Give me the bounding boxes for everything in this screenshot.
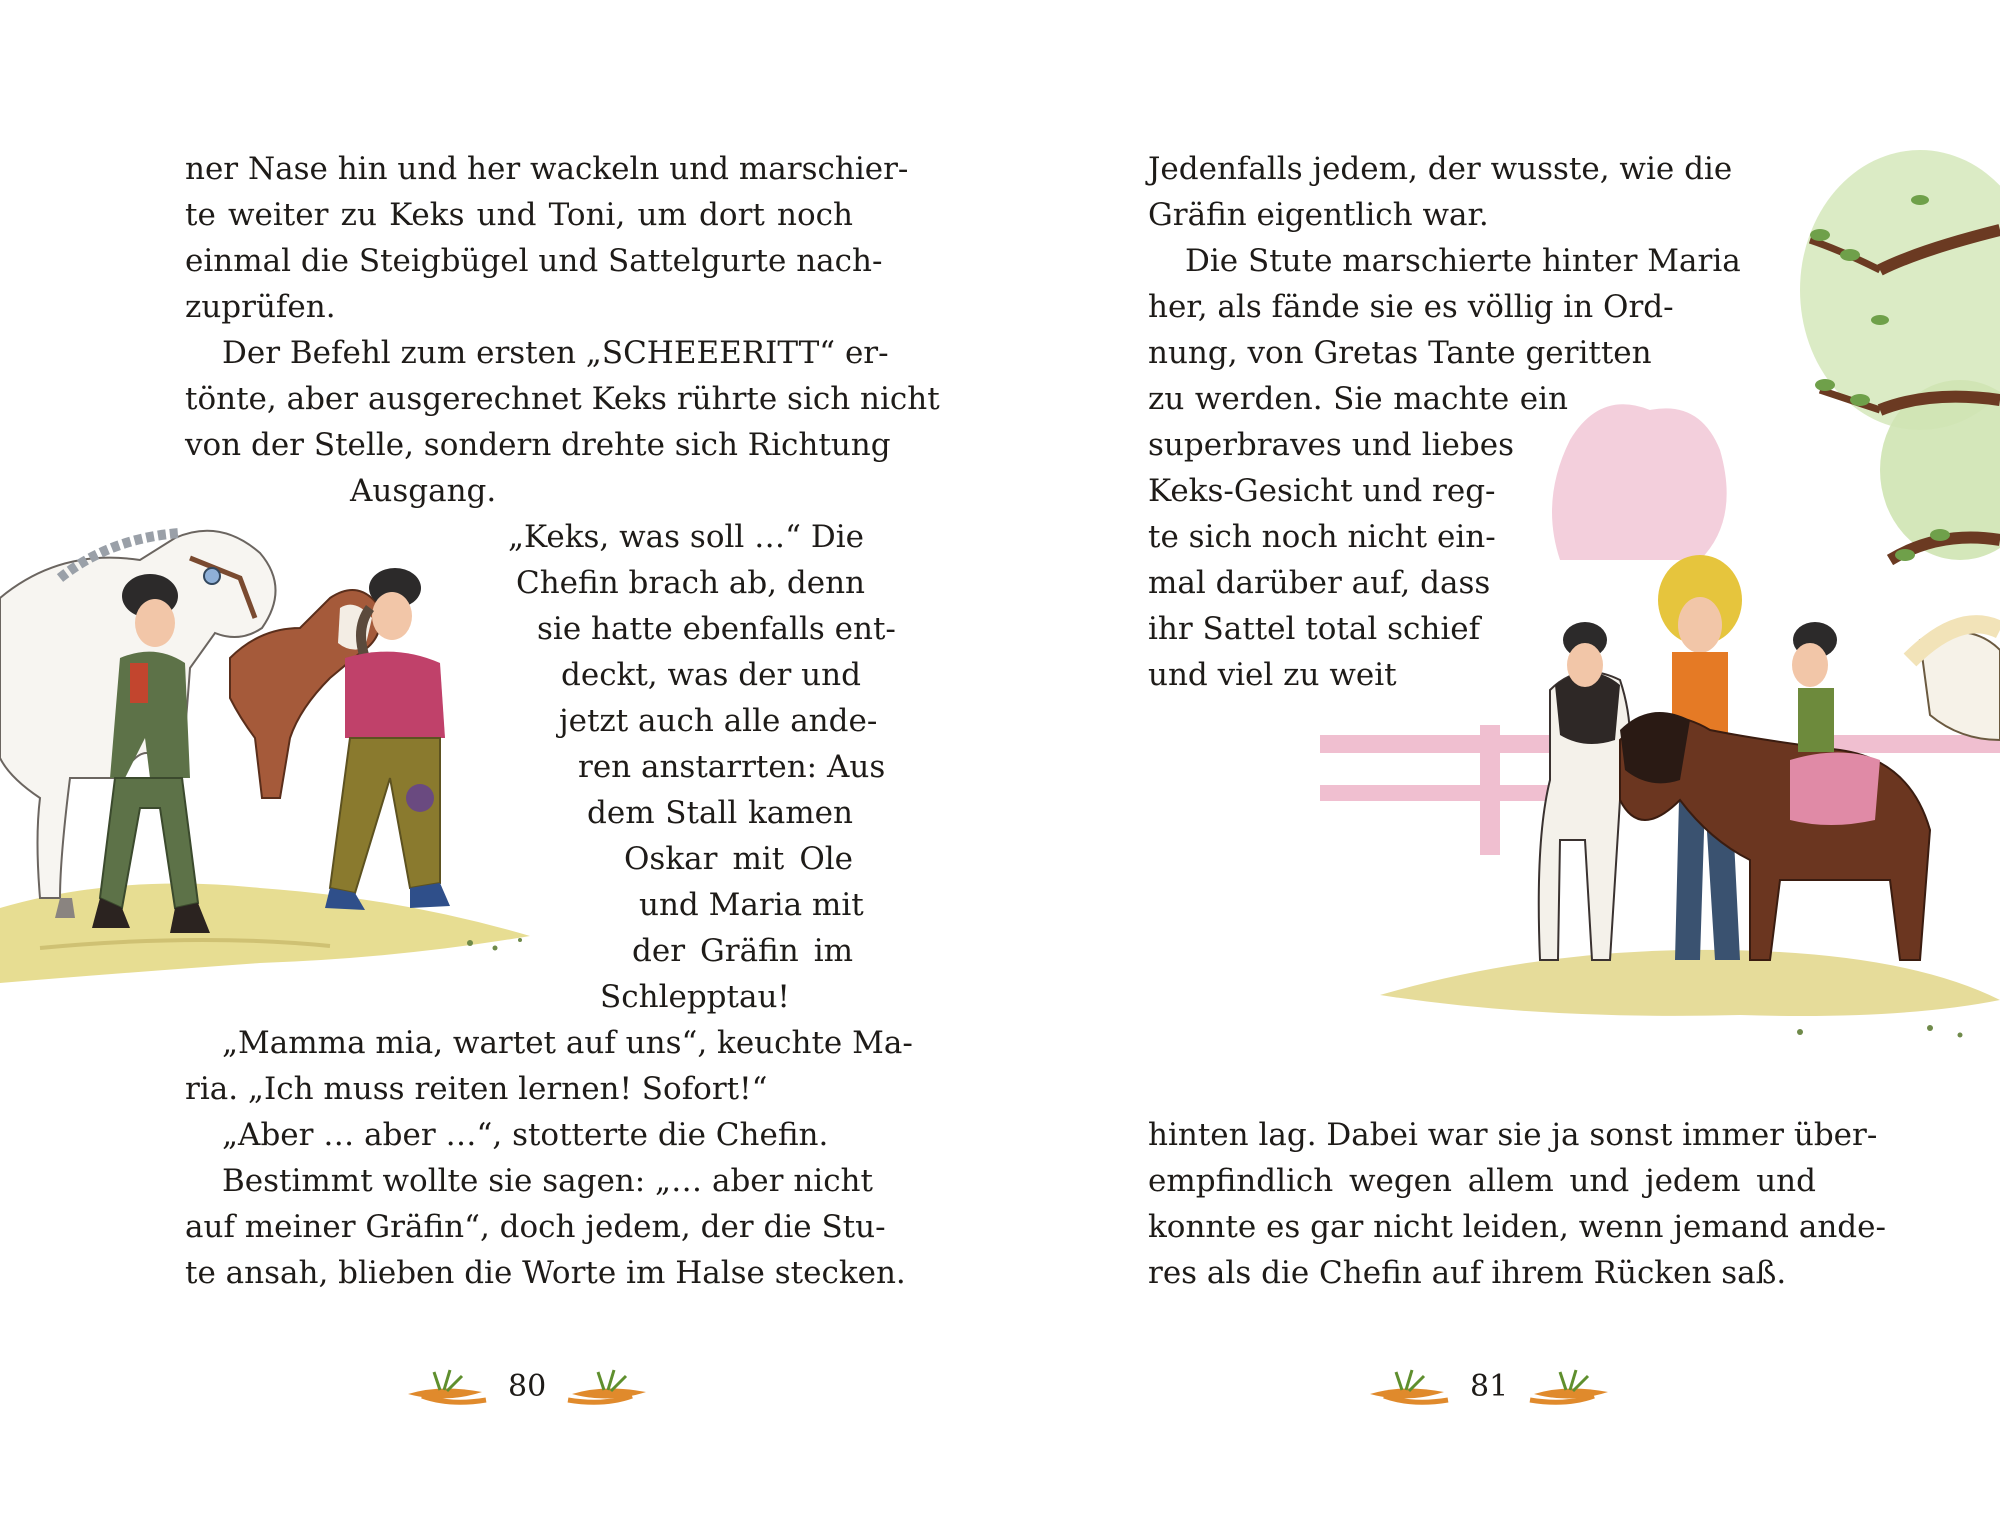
left-line-8: Ausgang.	[350, 473, 497, 509]
left-line-12: deckt, was der und	[561, 657, 861, 693]
right-line-11: ihr Sattel total schief	[1148, 611, 1481, 647]
right-line-6: zu werden. Sie machte ein	[1148, 381, 1568, 417]
right-line-1: Jedenfalls jedem, der wusste, wie die	[1148, 151, 1733, 187]
right-line-3: Die Stute marschierte hinter Maria	[1185, 243, 1741, 279]
right-line-10: mal darüber auf, dass	[1148, 565, 1491, 601]
left-line-5: Der Befehl zum ersten „SCHEEERITT“ er-	[222, 335, 889, 371]
right-folio	[1362, 1364, 1616, 1408]
left-line-1: ner Nase hin und her wackeln und marschier-	[185, 151, 909, 187]
left-line-11: sie hatte ebenfalls ent-	[537, 611, 896, 647]
right-line-8: Keks-Gesicht und reg-	[1148, 473, 1496, 509]
right-page	[1000, 0, 2000, 1519]
left-line-6: tönte, aber ausgerechnet Keks rührte sich nicht	[185, 381, 940, 417]
left-line-4: zuprüfen.	[185, 289, 336, 325]
page-number: 81	[1470, 1368, 1509, 1404]
left-line-22: „Aber … aber …“, stotterte die Chefin.	[222, 1117, 829, 1153]
right-line-15: konnte es gar nicht leiden, wenn jemand ande-	[1148, 1209, 1886, 1245]
left-line-2: te weiter zu Keks und Toni, um dort noch	[185, 197, 853, 233]
left-line-13: jetzt auch alle ande-	[559, 703, 878, 739]
left-line-14: ren anstarrten: Aus	[578, 749, 886, 785]
left-line-17: und Maria mit	[639, 887, 864, 923]
page-number: 80	[508, 1368, 547, 1404]
left-line-23: Bestimmt wollte sie sagen: „… aber nicht	[222, 1163, 873, 1199]
right-line-7: superbraves und liebes	[1148, 427, 1514, 463]
left-line-21: ria. „Ich muss reiten lernen! Sofort!“	[185, 1071, 768, 1107]
left-line-16: Oskar mit Ole	[624, 841, 853, 877]
left-line-7: von der Stelle, sondern drehte sich Richtung	[185, 427, 891, 463]
carrot-ornament-icon	[564, 1364, 654, 1408]
right-line-2: Gräfin eigentlich war.	[1148, 197, 1489, 233]
right-line-12: und viel zu weit	[1148, 657, 1397, 693]
right-line-14: empfindlich wegen allem und jedem und	[1148, 1163, 1816, 1199]
left-folio	[400, 1364, 654, 1408]
carrot-ornament-icon	[1362, 1364, 1452, 1408]
carrot-ornament-icon	[400, 1364, 490, 1408]
left-line-10: Chefin brach ab, denn	[516, 565, 866, 601]
left-line-19: Schlepptau!	[600, 979, 790, 1015]
left-line-24: auf meiner Gräfin“, doch jedem, der die Stu-	[185, 1209, 886, 1245]
left-line-18: der Gräfin im	[632, 933, 853, 969]
left-line-15: dem Stall kamen	[587, 795, 853, 831]
left-illustration	[0, 478, 540, 998]
right-line-9: te sich noch nicht ein-	[1148, 519, 1496, 555]
right-line-5: nung, von Gretas Tante geritten	[1148, 335, 1652, 371]
left-line-9: „Keks, was soll …“ Die	[508, 519, 864, 555]
right-line-16: res als die Chefin auf ihrem Rücken saß.	[1148, 1255, 1787, 1291]
right-line-4: her, als fände sie es völlig in Ord-	[1148, 289, 1674, 325]
carrot-ornament-icon	[1526, 1364, 1616, 1408]
left-line-25: te ansah, blieben die Worte im Halse stecken.	[185, 1255, 906, 1291]
left-line-20: „Mamma mia, wartet auf uns“, keuchte Ma-	[222, 1025, 913, 1061]
left-line-3: einmal die Steigbügel und Sattelgurte nach-	[185, 243, 883, 279]
right-line-13: hinten lag. Dabei war sie ja sonst immer über-	[1148, 1117, 1878, 1153]
